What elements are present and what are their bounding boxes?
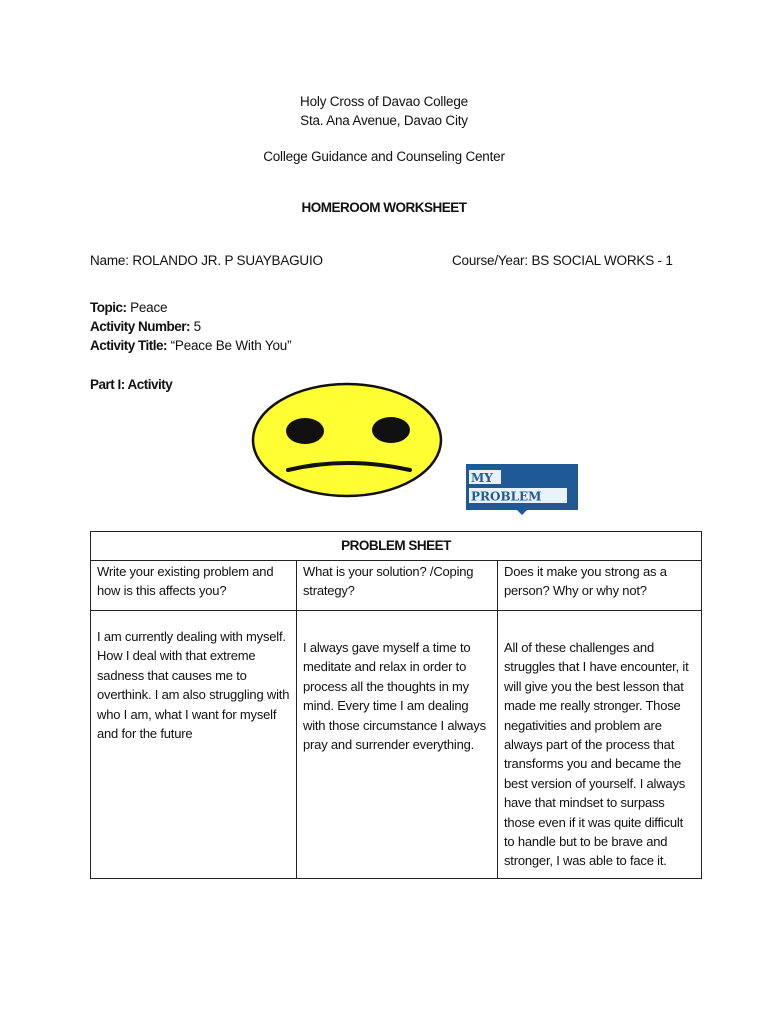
answer-row (91, 611, 702, 879)
topic-line (90, 300, 167, 315)
student-course (452, 253, 673, 268)
badge-line2: PROBLEM (471, 489, 542, 504)
office-name: College Guidance and Counseling Center (263, 149, 505, 164)
activity-number-line (90, 319, 201, 334)
activity-number-label: Activity Number: (90, 319, 191, 334)
activity-number-value: 5 (193, 319, 201, 334)
part-label: Part I: Activity (90, 377, 173, 392)
name-value: ROLANDO JR. P SUAYBAGUIO (132, 253, 323, 268)
question-solution: What is your solution? /Coping strategy? (297, 561, 498, 611)
student-name (90, 253, 323, 268)
answer-problem: I am currently dealing with myself. How I deal with that extreme sadness that causes me to overthink. I am also struggling with who I am, what I want for myself and for the future (91, 611, 297, 879)
problem-sheet-title: PROBLEM SHEET (91, 532, 702, 561)
name-label: Name: (90, 253, 129, 268)
activity-title-value: “Peace Be With You” (170, 338, 292, 353)
topic-label: Topic: (90, 300, 127, 315)
topic-value: Peace (130, 300, 168, 315)
question-strength: Does it make you strong as a person? Why or why not? (498, 561, 702, 611)
worksheet-title: HOMEROOM WORKSHEET (301, 200, 467, 215)
question-row (91, 561, 702, 611)
activity-title-label: Activity Title: (90, 338, 168, 353)
problem-sheet-table (90, 531, 702, 879)
activity-title-line (90, 338, 291, 353)
question-problem: Write your existing problem and how is this affects you? (91, 561, 297, 611)
my-problem-badge (463, 462, 581, 516)
school-address: Sta. Ana Avenue, Davao City (300, 113, 468, 128)
course-label: Course/Year: (452, 253, 528, 268)
course-value: BS SOCIAL WORKS - 1 (531, 253, 673, 268)
school-name: Holy Cross of Davao College (300, 94, 468, 109)
badge-line1: MY (471, 471, 493, 485)
answer-solution: I always gave myself a time to meditate and relax in order to process all the thoughts in my mind. Every time I am dealing with those circumstance I always pray and surrender everything. (297, 611, 498, 879)
answer-strength: All of these challenges and struggles that I have encounter, it will give you the best lesson that made me really stronger. Those negativities and problem are always part of the process that transforms you and became the best version of yourself. I always have that mindset to surpass those even if it was quite difficult to handle but to be brave and stronger, I was able to face it. (498, 611, 702, 879)
sad-face-icon (250, 378, 446, 518)
